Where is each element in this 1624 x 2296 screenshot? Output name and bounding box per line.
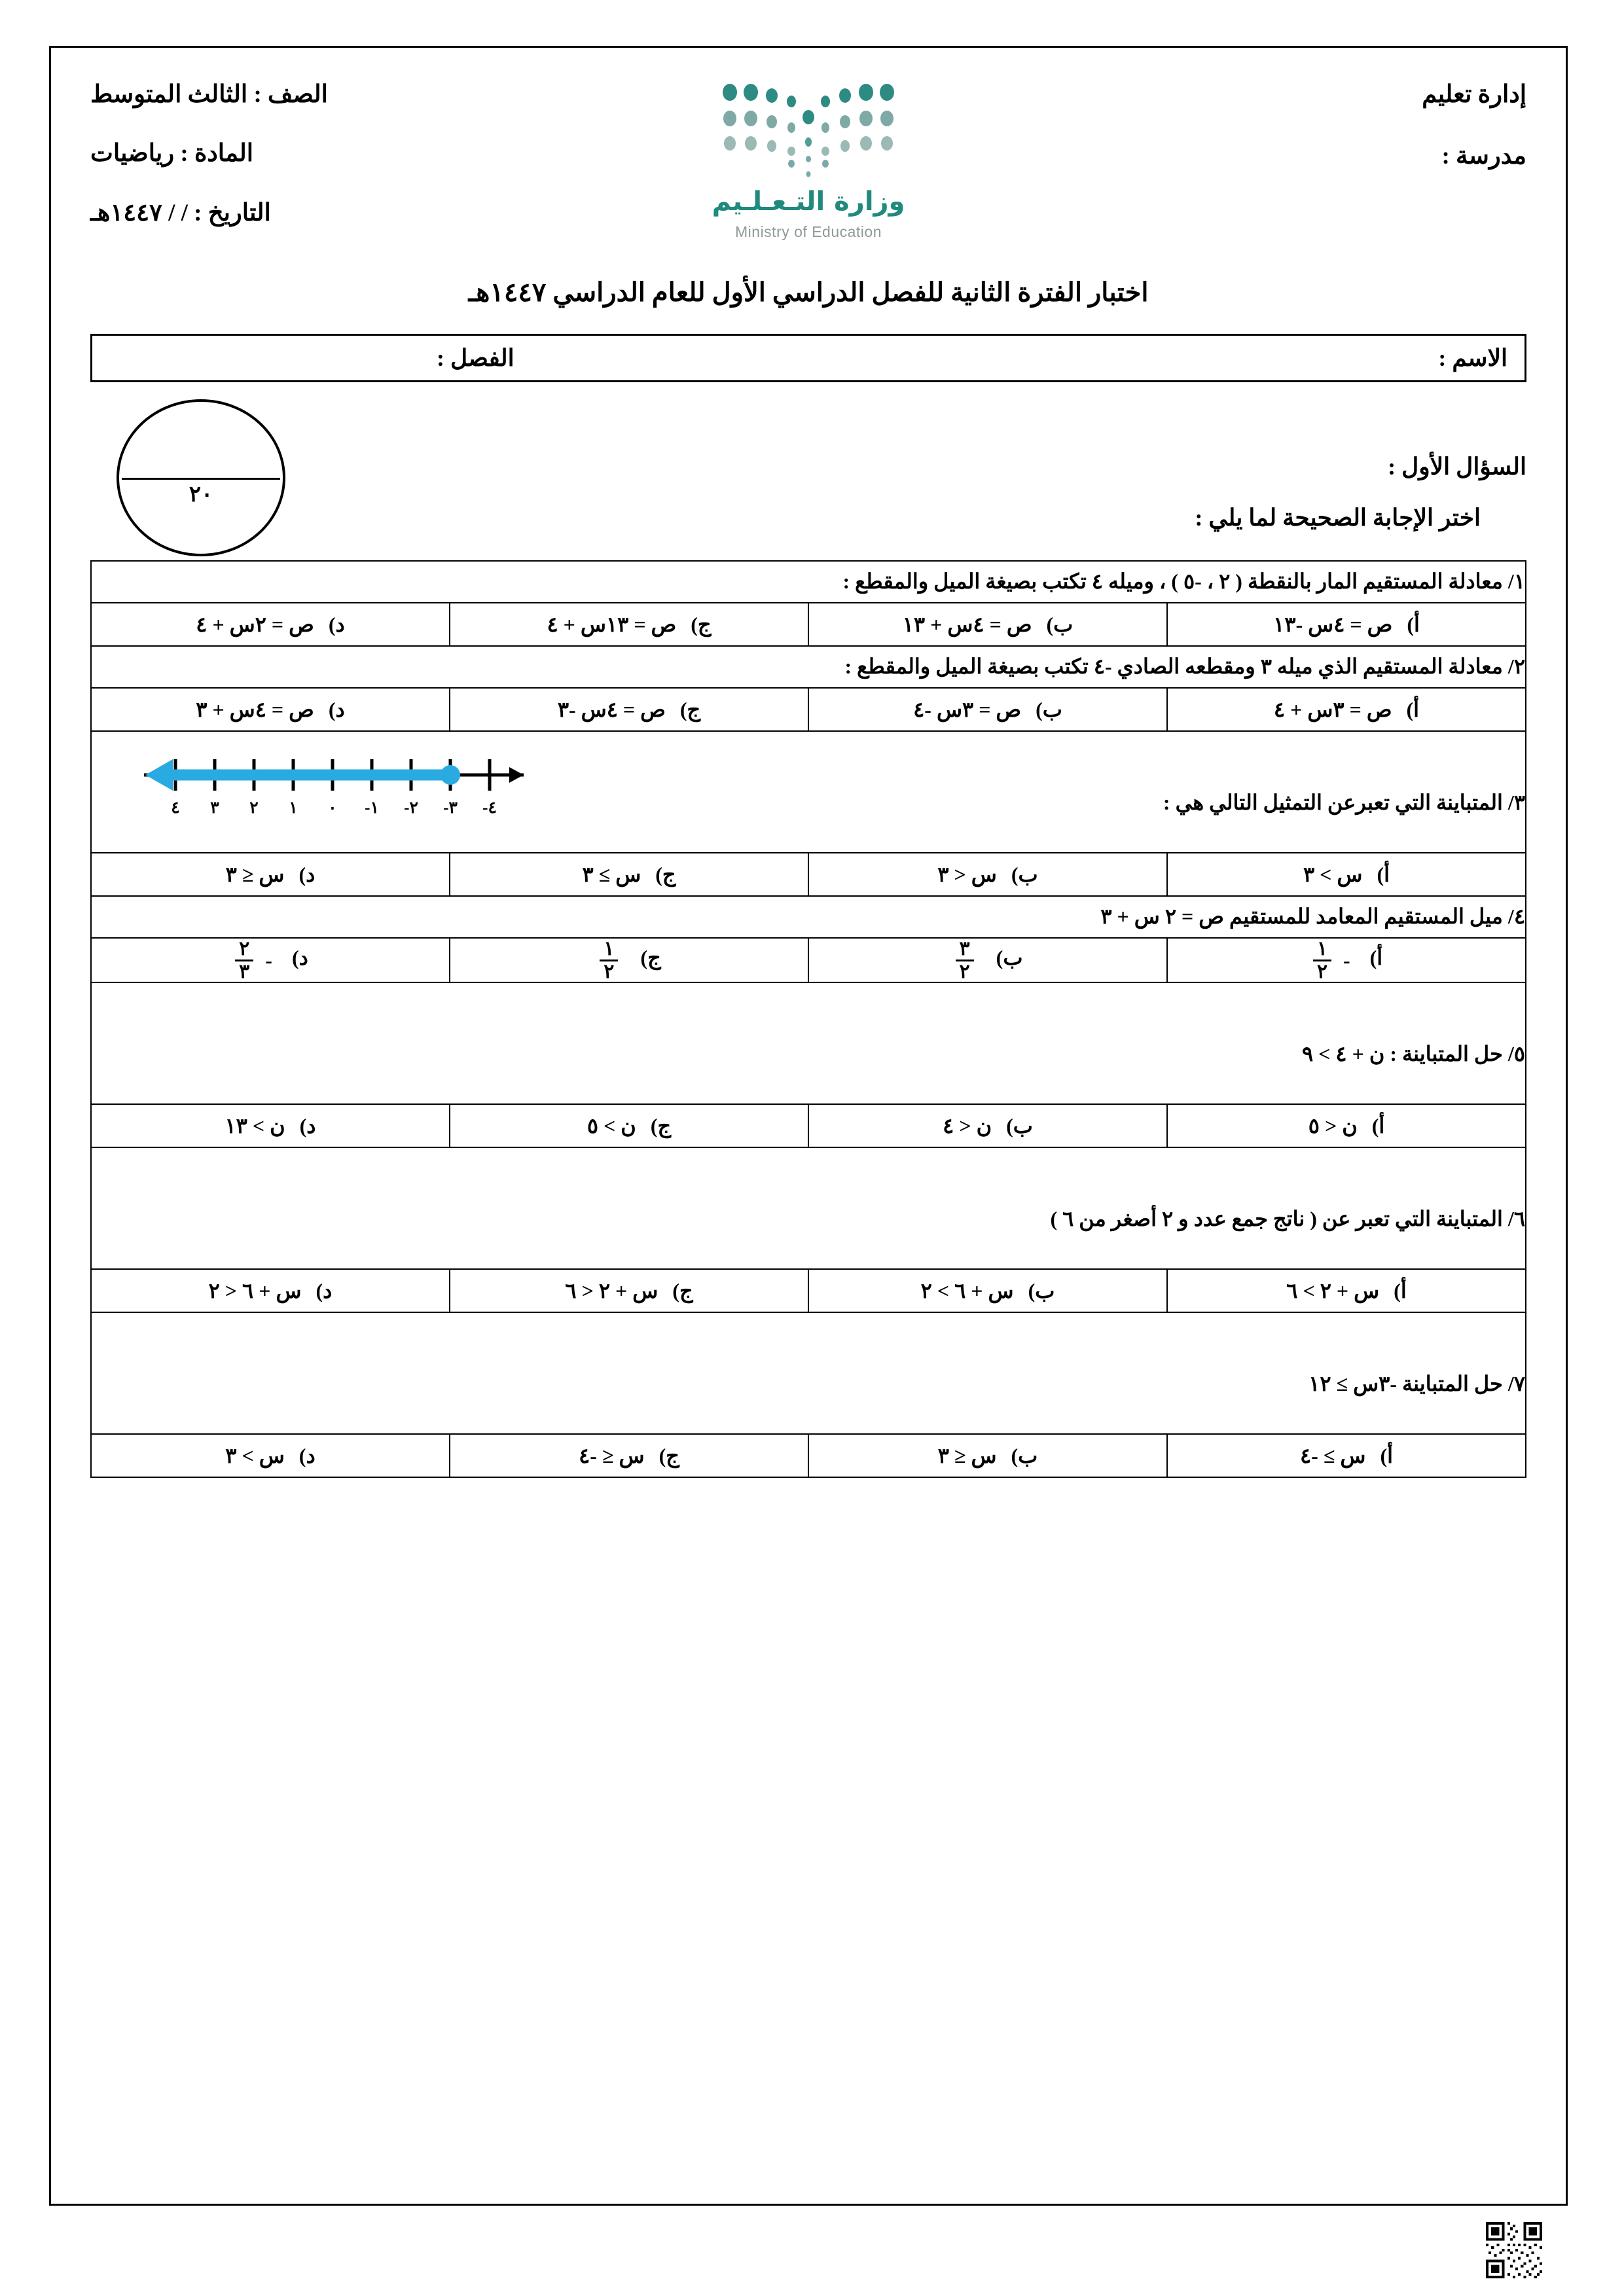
fraction [1313,939,1331,982]
table-row [91,1269,1526,1312]
option-text: س ≥ ٣ [582,863,641,886]
fraction [600,939,618,982]
option-label: ب) [996,946,1023,970]
table-row [91,938,1526,982]
option-1-c[interactable] [450,603,808,646]
exam-title: اختبار الفترة الثانية للفصل الدراسي الأول للعام الدراسي ١٤٤٧هـ [468,278,1149,307]
option-5-d[interactable] [91,1104,450,1147]
option-label: ج) [691,613,712,636]
option-label: ج) [655,863,676,886]
table-row [91,1434,1526,1477]
option-1-b[interactable] [808,603,1167,646]
option-label: ب) [1011,863,1038,886]
option-label: ب) [1006,1114,1033,1138]
number-line-graphic [118,741,537,826]
option-2-b[interactable] [808,688,1167,731]
numerator: ١ [1316,938,1327,960]
option-label: أ) [1394,1279,1407,1302]
logo-english-wordmark: Ministry of Education [735,223,882,240]
option-1-a[interactable] [1167,603,1526,646]
table-row [91,1312,1526,1434]
question-one-instruction: اختر الإجابة الصحيحة لما يلي : [1195,505,1481,531]
svg-text:٢: ٢ [249,799,259,817]
option-label: ج) [640,946,661,970]
header-right-block [1121,74,1526,204]
option-label: ج) [672,1279,693,1302]
svg-text:١-: ١- [365,799,379,817]
grade-label: الصف : الثالث المتوسط [90,81,328,108]
option-4-c[interactable] [450,938,808,982]
svg-text:٣-: ٣- [443,799,458,817]
ministry-of-education-logo [671,74,946,241]
option-text: س > ٣ [1303,863,1363,886]
table-row [91,688,1526,731]
logo-dots-icon [710,78,907,183]
option-label: د) [298,1444,316,1467]
option-label: د) [299,1114,316,1138]
minus-sign: - [1343,948,1350,972]
page-content [51,48,1566,2204]
student-info-row [90,334,1526,382]
option-label: ب) [1046,613,1074,636]
question-stem-6: ٦/ المتباينة التي تعبر عن ( ناتج جمع عدد و ٢ أصغر من ٦ ) [91,1147,1526,1269]
minus-sign: - [265,948,272,972]
option-text: ص = ١٣س + ٤ [547,613,677,636]
denominator: ٣ [235,960,253,982]
option-2-a[interactable] [1167,688,1526,731]
section-label: الفصل : [437,345,514,371]
option-6-b[interactable] [808,1269,1167,1312]
option-label: د) [298,863,316,886]
table-row [91,1104,1526,1147]
option-text: ن > ٥ [586,1114,636,1138]
question-stem-4: ٤/ ميل المستقيم المعامد للمستقيم ص = ٢ س + ٣ [91,896,1526,938]
option-5-b[interactable] [808,1104,1167,1147]
option-2-d[interactable] [91,688,450,731]
option-7-b[interactable] [808,1434,1167,1477]
denominator: ٢ [1313,960,1331,982]
option-text: ص = ٢س + ٤ [196,613,314,636]
option-text: س > ٣ [225,1444,285,1467]
option-text: س + ٦ < ٢ [208,1279,302,1302]
subject-label: المادة : رياضيات [90,140,254,168]
option-text: س + ٦ > ٢ [920,1279,1014,1302]
option-text: س ≤ -٤ [579,1444,645,1467]
option-label: د) [328,698,345,721]
option-3-a[interactable] [1167,853,1526,896]
option-text: ص = ٣س + ٤ [1273,698,1392,721]
table-row [91,853,1526,896]
numerator: ١ [604,938,615,960]
option-text: ص = ٤س + ٣ [196,698,314,721]
option-label: أ) [1380,1444,1393,1467]
option-label: ج) [650,1114,672,1138]
option-7-c[interactable] [450,1434,808,1477]
question-stem-5: ٥/ حل المتباينة : ن + ٤ > ٩ [91,982,1526,1104]
option-5-c[interactable] [450,1104,808,1147]
option-text: س ≤ ٣ [937,1444,997,1467]
fraction [235,939,253,982]
option-label: ب) [1028,1279,1055,1302]
numerator: ٢ [239,938,250,960]
question-one-label: السؤال الأول : [1388,454,1526,480]
option-label: أ) [1371,1114,1385,1138]
table-row [91,982,1526,1104]
svg-text:٤: ٤ [171,799,180,817]
page-border [49,46,1568,2206]
option-4-a[interactable] [1167,938,1526,982]
option-label: أ) [1406,698,1420,721]
header-left-block [90,74,496,258]
option-6-c[interactable] [450,1269,808,1312]
option-text: س + ٢ < ٦ [565,1279,659,1302]
svg-text:٢-: ٢- [404,799,418,817]
table-row [91,896,1526,938]
option-label: ب) [1036,698,1062,721]
option-label: أ) [1407,613,1420,636]
questions-table [90,560,1526,1478]
option-text: ص = ٤س -١٣ [1273,613,1393,636]
denominator: ٢ [956,960,974,982]
option-label: أ) [1369,946,1383,970]
question-one-heading-area [90,399,1526,556]
option-label: ج) [659,1444,679,1467]
option-5-a[interactable] [1167,1104,1526,1147]
option-3-d[interactable] [91,853,450,896]
question-stem-3: ٣/ المتباينة التي تعبرعن التمثيل التالي هي : [1163,791,1525,815]
score-circle [117,399,285,556]
fraction [956,939,974,982]
option-text: س < ٣ [937,863,997,886]
option-2-c[interactable] [450,688,808,731]
svg-text:١: ١ [289,799,298,817]
date-label: التاريخ : / / ١٤٤٧هـ [90,199,271,226]
option-text: ن < ٥ [1308,1114,1358,1138]
document-header [90,74,1526,270]
option-text: ن > ١٣ [225,1114,285,1138]
question-stem-1: ١/ معادلة المستقيم المار بالنقطة ( ٢ ، -٥ ) ، وميله ٤ تكتب بصيغة الميل والمقطع : [91,561,1526,603]
table-row [91,603,1526,646]
option-3-b[interactable] [808,853,1167,896]
option-text: س ≤ ٣ [225,863,285,886]
table-row [91,561,1526,603]
numerator: ٣ [959,938,970,960]
education-directorate-label: إدارة تعليم [1422,81,1526,108]
option-text: س ≥ -٤ [1299,1444,1366,1467]
question-stem-7: ٧/ حل المتباينة -٣س ≥ ١٢ [91,1312,1526,1434]
option-7-a[interactable] [1167,1434,1526,1477]
option-3-c[interactable] [450,853,808,896]
option-6-d[interactable] [91,1269,450,1312]
option-label: ج) [679,698,701,721]
option-label: د) [316,1279,333,1302]
question-stem-2: ٢/ معادلة المستقيم الذي ميله ٣ ومقطعه الصادي -٤ تكتب بصيغة الميل والمقطع : [91,646,1526,688]
option-6-a[interactable] [1167,1269,1526,1312]
option-label: أ) [1377,863,1390,886]
option-4-b[interactable] [808,938,1167,982]
question-stem-3-cell [91,731,1526,853]
option-7-d[interactable] [91,1434,450,1477]
svg-text:٤-: ٤- [482,799,497,817]
option-4-d[interactable] [91,938,450,982]
svg-text:٠: ٠ [328,799,337,817]
option-text: ص = ٤س -٣ [557,698,666,721]
table-row [91,1147,1526,1269]
option-text: س + ٢ > ٦ [1286,1279,1380,1302]
table-row [91,646,1526,688]
option-text: ص = ٣س -٤ [913,698,1022,721]
option-text: ص = ٤س + ١٣ [902,613,1032,636]
option-label: د) [291,946,308,970]
table-row [91,731,1526,853]
denominator: ٢ [600,960,618,982]
option-1-d[interactable] [91,603,450,646]
school-label: مدرسة : [1441,143,1526,170]
svg-text:٣: ٣ [210,799,219,817]
option-text: ن < ٤ [943,1114,992,1138]
qr-code [1486,2222,1542,2278]
score-total: ٢٠ [189,482,213,507]
option-label: د) [328,613,345,636]
student-name-label: الاسم : [1438,345,1507,371]
logo-arabic-wordmark: وزارة التـعـلـيم [712,187,905,217]
score-divider [122,478,280,480]
option-label: ب) [1011,1444,1038,1467]
